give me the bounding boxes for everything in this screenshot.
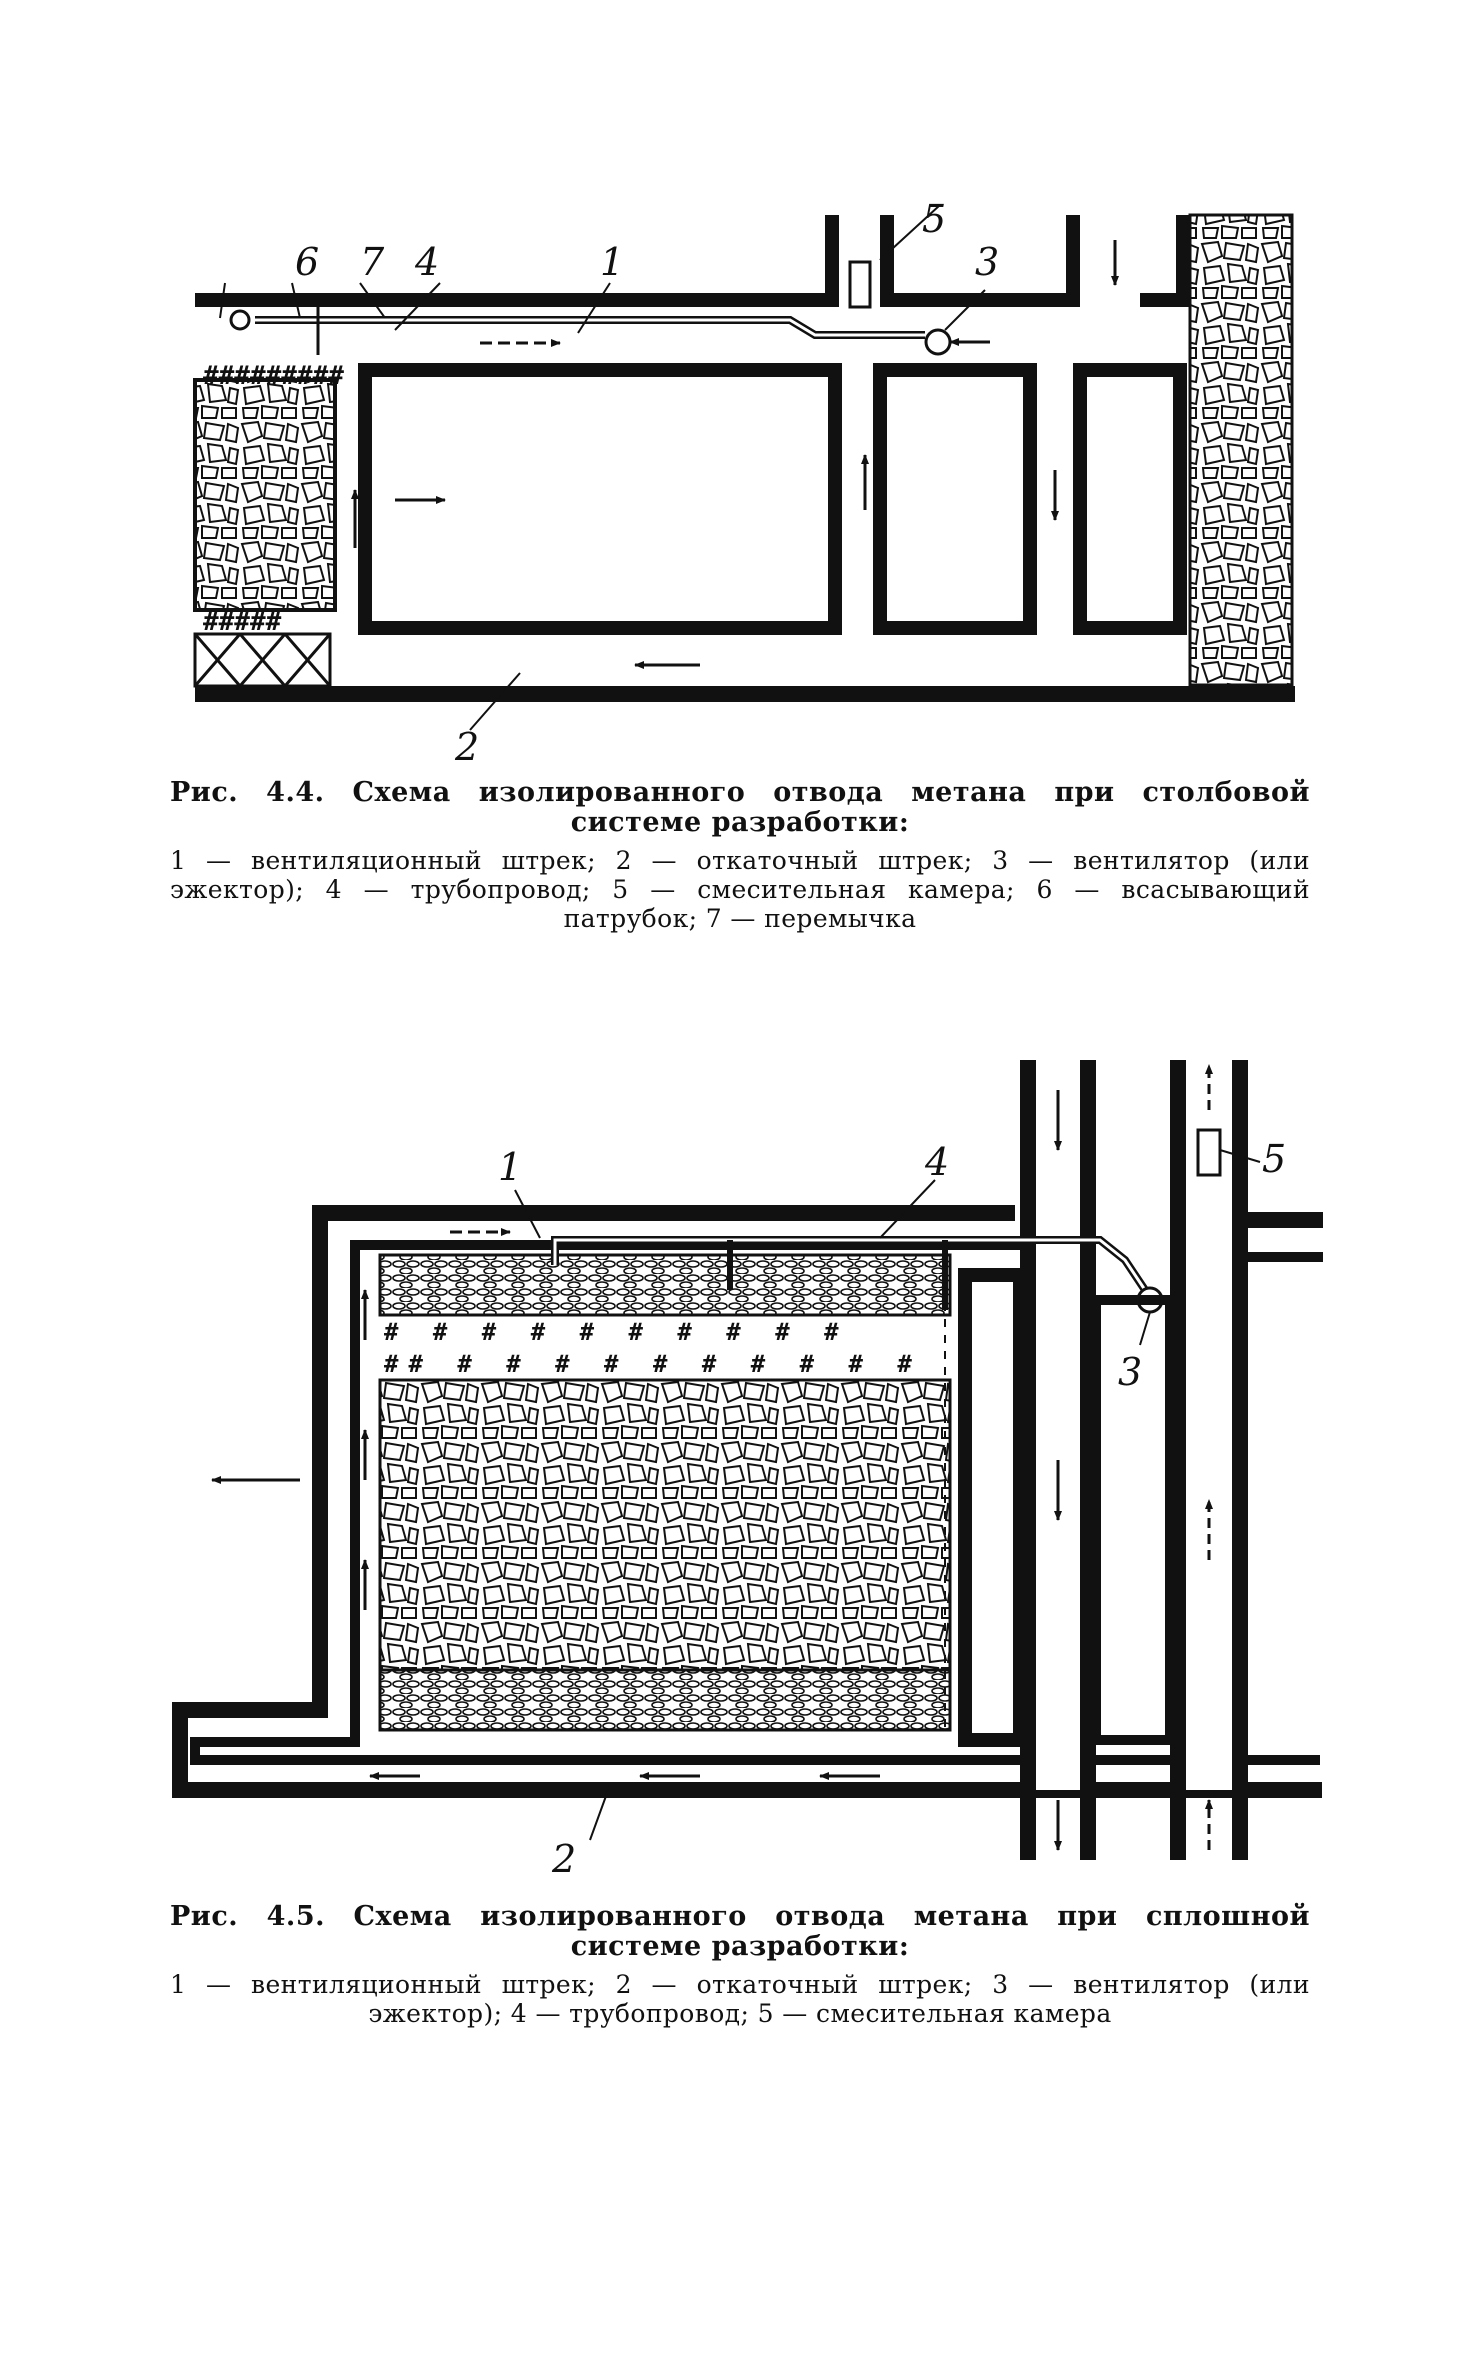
crossing-2 (1186, 1212, 1232, 1262)
pipeline-outer (255, 320, 925, 335)
fig44-label-1: 1 (600, 240, 625, 284)
fig44-label-2: 2 (455, 725, 480, 769)
mixing-chamber (1198, 1130, 1220, 1175)
suction-nozzle (231, 311, 249, 329)
figure-4-5-caption (170, 1902, 1310, 2028)
fig45-label-4: 4 (925, 1140, 950, 1184)
fan-ejector (926, 330, 950, 354)
shaft-2-right (1232, 1060, 1248, 1860)
fig44-label-6: 6 (295, 240, 320, 284)
fig45-label-3: 3 (1118, 1350, 1143, 1394)
packing-strip-bottom (380, 1670, 950, 1730)
figure-4-4-caption-title: Рис. 4.4. Схема изолированного отвода метана при столбовой системе разработки: (170, 777, 1310, 838)
mixing-chamber (850, 262, 870, 307)
fig44-label-7: 7 (360, 240, 385, 284)
wall-bottom (195, 686, 1295, 702)
figure-4-4-caption-legend: 1 — вентиляционный штрек; 2 — откаточный штрек; 3 — вентилятор (или эжектор); 4 — трубопровод; 5 — смесительная камера; 6 — всасывающий патрубок; 7 — перемычка (170, 846, 1310, 933)
stopping-marks-top: ######### (203, 361, 344, 391)
fig44-label-4: 4 (415, 240, 440, 284)
shaft-b-right (1176, 215, 1190, 307)
figure-4-5-diagram (180, 1060, 1323, 1881)
goaf-caved-rock (380, 1380, 950, 1670)
shaft-a-left (825, 215, 839, 307)
stopping-marks-bottom: ##### (203, 607, 282, 637)
shaft-b-left (1066, 215, 1080, 307)
pillar-block-2 (880, 370, 1030, 628)
figure-4-4-diagram (195, 197, 1295, 769)
pillar-block-3 (1080, 370, 1180, 628)
packing-strip-top (380, 1255, 950, 1315)
fig45-label-1: 1 (498, 1145, 523, 1189)
shaft-a-right (880, 215, 894, 307)
pillar-right (965, 1275, 1020, 1740)
wall-top-left (195, 293, 825, 307)
stopping-marks-row-2: ## # # # # # # # # # # (384, 1350, 922, 1378)
figure-4-5-caption-title: Рис. 4.5. Схема изолированного отвода метана при сплошной системе разработки: (170, 1901, 1310, 1962)
stopping-marks-row-1: # # # # # # # # # # (384, 1318, 849, 1346)
figure-4-5-caption-legend: 1 — вентиляционный штрек; 2 — откаточный штрек; 3 — вентилятор (или эжектор); 4 — трубопровод; 5 — смесительная камера (170, 1970, 1310, 2028)
fig44-label-3: 3 (975, 240, 1000, 284)
goaf-left (195, 380, 335, 610)
fig44-label-5: 5 (922, 197, 947, 241)
figure-4-4-caption (170, 778, 1310, 933)
fig45-label-2: 2 (552, 1837, 577, 1881)
fig45-label-5: 5 (1262, 1137, 1287, 1181)
goaf-right (1190, 215, 1292, 685)
